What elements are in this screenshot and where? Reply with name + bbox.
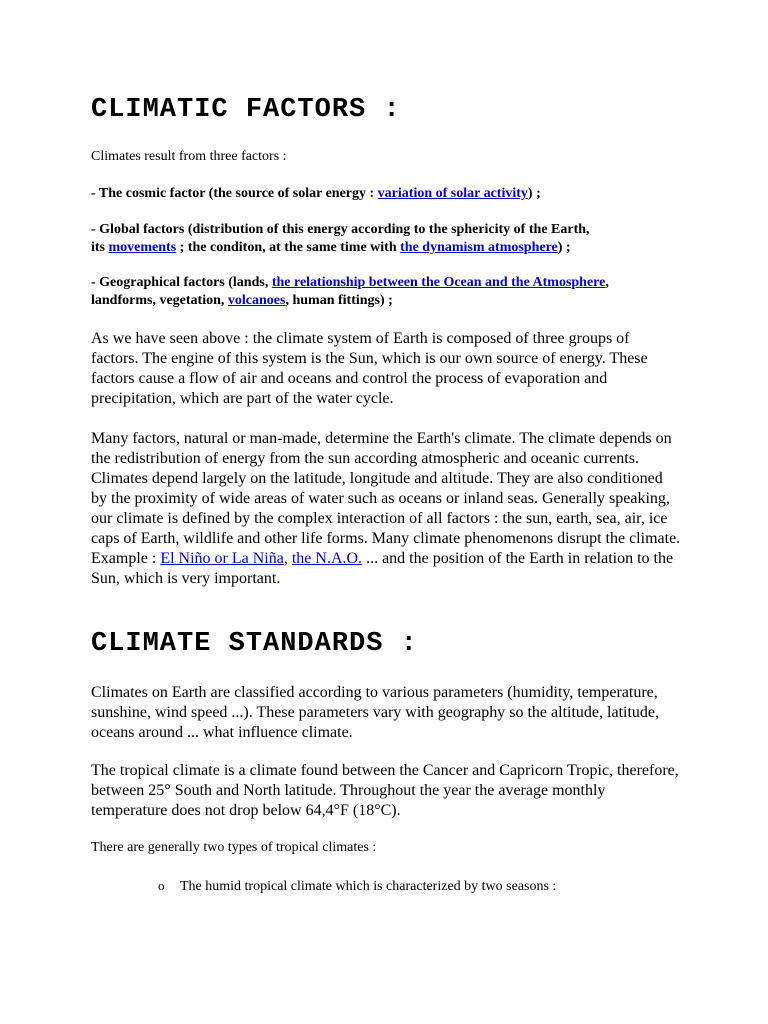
cosmic-factor-paragraph: [91, 185, 681, 203]
geographical-factors-paragraph: [91, 274, 681, 310]
global-suffix: ) ;: [557, 240, 571, 255]
geo-comma: ,: [605, 275, 609, 290]
geo-line2-prefix: landforms, vegetation,: [91, 293, 228, 308]
tropical-climate-paragraph: The tropical climate is a climate found between the Cancer and Capricorn Tropic, therefore, between 25° South and North latitude. Throughout the year the average monthly temperature does not drop below 64,4°F (18°C).: [91, 762, 679, 819]
many-text: Many factors, natural or man-made, determine the Earth's climate. The climate depends on the redistribution of energy from the sun according atmospheric and oceanic currents. Climates depend largely on the latitude, longitude and altitude. They are also conditioned by the proximity of wide areas of water such as oceans or inland seas. Generally speaking, our climate is defined by the complex interaction of all factors : the sun, earth, sea, air, ice caps of Earth, wildlife and other life forms. Many climate phenomenons disrupt the climate. Example :: [91, 430, 681, 567]
global-line1: - Global factors (distribution of this energy according to the sphericity of the Earth,: [91, 222, 590, 237]
link-variation-solar-activity[interactable]: variation of solar activity: [377, 186, 528, 201]
heading-climate-standards: CLIMATE STANDARDS :: [91, 629, 418, 659]
link-volcanoes[interactable]: volcanoes: [227, 293, 286, 308]
humid-tropical-item-text: The humid tropical climate which is characterized by two seasons :: [180, 879, 557, 894]
geo-prefix: - Geographical factors (lands,: [91, 275, 272, 290]
cosmic-prefix: - The cosmic factor (the source of solar energy :: [91, 186, 378, 201]
link-movements[interactable]: movements: [108, 240, 177, 255]
global-middle: ; the conditon, at the same time with: [176, 240, 401, 255]
global-its: its: [91, 240, 109, 255]
global-factors-paragraph: [91, 221, 681, 257]
climates-classified-paragraph: Climates on Earth are classified according to various parameters (humidity, temperature, sunshine, wind speed ...). These parameters vary with geography so the altitude, latitude, oceans around ... what influence climate.: [91, 684, 659, 741]
many-sep: ,: [283, 550, 292, 567]
intro-paragraph: Climates result from three factors :: [91, 149, 287, 164]
heading-climatic-factors: CLIMATIC FACTORS :: [91, 95, 401, 125]
geo-suffix: , human fittings) ;: [285, 293, 393, 308]
two-types-paragraph: There are generally two types of tropical climates :: [91, 840, 377, 855]
cosmic-suffix: ) ;: [527, 186, 541, 201]
many-suffix: ... and the position of the Earth in relation to the Sun, which is very important.: [91, 550, 674, 587]
many-factors-paragraph: [91, 429, 681, 589]
circle-bullet-icon: o: [158, 878, 165, 893]
climate-system-paragraph: As we have seen above : the climate system of Earth is composed of three groups of factors. The engine of this system is the Sun, which is our own source of energy. These factors cause a flow of air and oceans and control the process of evaporation and precipitation, which are part of the water cycle.: [91, 330, 648, 407]
link-nao[interactable]: the N.A.O.: [291, 550, 363, 567]
link-ocean-atmosphere[interactable]: the relationship between the Ocean and the Atmosphere: [271, 275, 606, 290]
link-el-nino-la-nina[interactable]: El Niño or La Niña: [160, 550, 284, 567]
link-dynamism-atmosphere[interactable]: the dynamism atmosphere: [400, 240, 558, 255]
list-item: [158, 877, 698, 896]
